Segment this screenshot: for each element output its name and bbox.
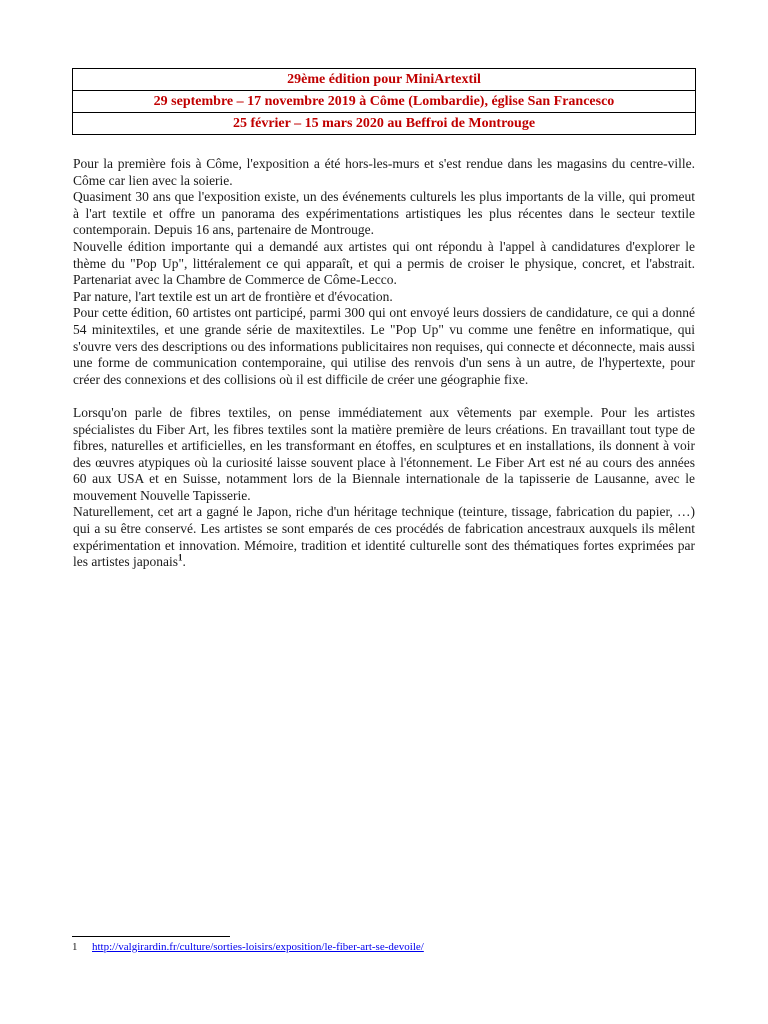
footnote-reference[interactable]: 1 [177,552,183,563]
header-row [73,69,696,91]
paragraph-gap [73,388,695,405]
paragraph: Pour cette édition, 60 artistes ont participé, parmi 300 qui ont envoyé leurs dossiers de candidature, ce qui a donné 54 minitextiles, et une grande série de maxitextiles. Le "Pop Up" vu comme une fenêtre en informatique, qui s'ouvre vers des descriptions ou des informations publicitaires non requises, qui connecte et déconnecte, mais aussi une forme de communication contemporaine, qui utilise des renvois d'un sens à un autre, de l'hypertexte, pour créer des connexions et des collisions où il est difficile de créer une géographie fixe. [73,305,695,387]
header-row [73,113,696,135]
paragraph: Nouvelle édition importante qui a demandé aux artistes qui ont répondu à l'appel à candidatures d'explorer le thème du "Pop Up", littéralement ce qui apparaît, et qui a permis de croiser le physique, concret, et l'abstrait. Partenariat avec la Chambre de Commerce de Côme-Lecco. [73,238,695,288]
paragraph: Quasiment 30 ans que l'exposition existe, un des événements culturels les plus importants de la ville, qui promeut à l'art textile et offre un panorama des expérimentations artistiques les plus récentes dans le secteur textile contemporain. Depuis 16 ans, partenaire de Montrouge. [73,189,695,238]
como-dates: 29 septembre – 17 novembre 2019 à Côme (Lombardie), église San Francesco [73,91,696,113]
edition-header-table [72,68,696,135]
paragraph-text: Naturellement, cet art a gagné le Japon, riche d'un héritage technique (teinture, tissage, fabrication du papier, …) qui a su être conservé. Les artistes se sont emparés de ces procédés de fabrication ancestraux auxquels ils mêlent expérimentation et innovation. Mémoire, tradition et identité culturelle sont des thématiques fortes exprimées par les artistes japonais [73,504,695,570]
edition-title: 29ème édition pour MiniArtextil [73,69,696,91]
footnote-link[interactable]: http://valgirardin.fr/culture/sorties-loisirs/exposition/le-fiber-art-se-devoile/ [92,941,424,953]
footnote [72,940,424,954]
footnote-separator [72,936,230,937]
article-body [73,156,695,571]
footnote-number: 1 [72,941,78,953]
montrouge-dates: 25 février – 15 mars 2020 au Beffroi de Montrouge [73,113,696,135]
paragraph-end: . [182,554,186,570]
paragraph: Pour la première fois à Côme, l'exposition a été hors-les-murs et s'est rendue dans les magasins du centre-ville. Côme car lien avec la soierie. [73,156,695,188]
header-row [73,91,696,113]
paragraph: Lorsqu'on parle de fibres textiles, on pense immédiatement aux vêtements par exemple. Pour les artistes spécialistes du Fiber Art, les fibres textiles sont la matière première de leurs créations. En travaillant tout type de fibres, naturelles et artificielles, en les transformant en étoffes, en sculptures et en installations, ils donnent à voir des œuvres atypiques où la curiosité laisse souvent place à l'étonnement. Le Fiber Art est né au cours des années 60 aux USA et en Suisse, notamment lors de la Biennale internationale de la tapisserie de Lausanne, avec le mouvement Nouvelle Tapisserie. [73,404,695,503]
paragraph [73,504,695,570]
paragraph: Par nature, l'art textile est un art de frontière et d'évocation. [73,288,393,304]
